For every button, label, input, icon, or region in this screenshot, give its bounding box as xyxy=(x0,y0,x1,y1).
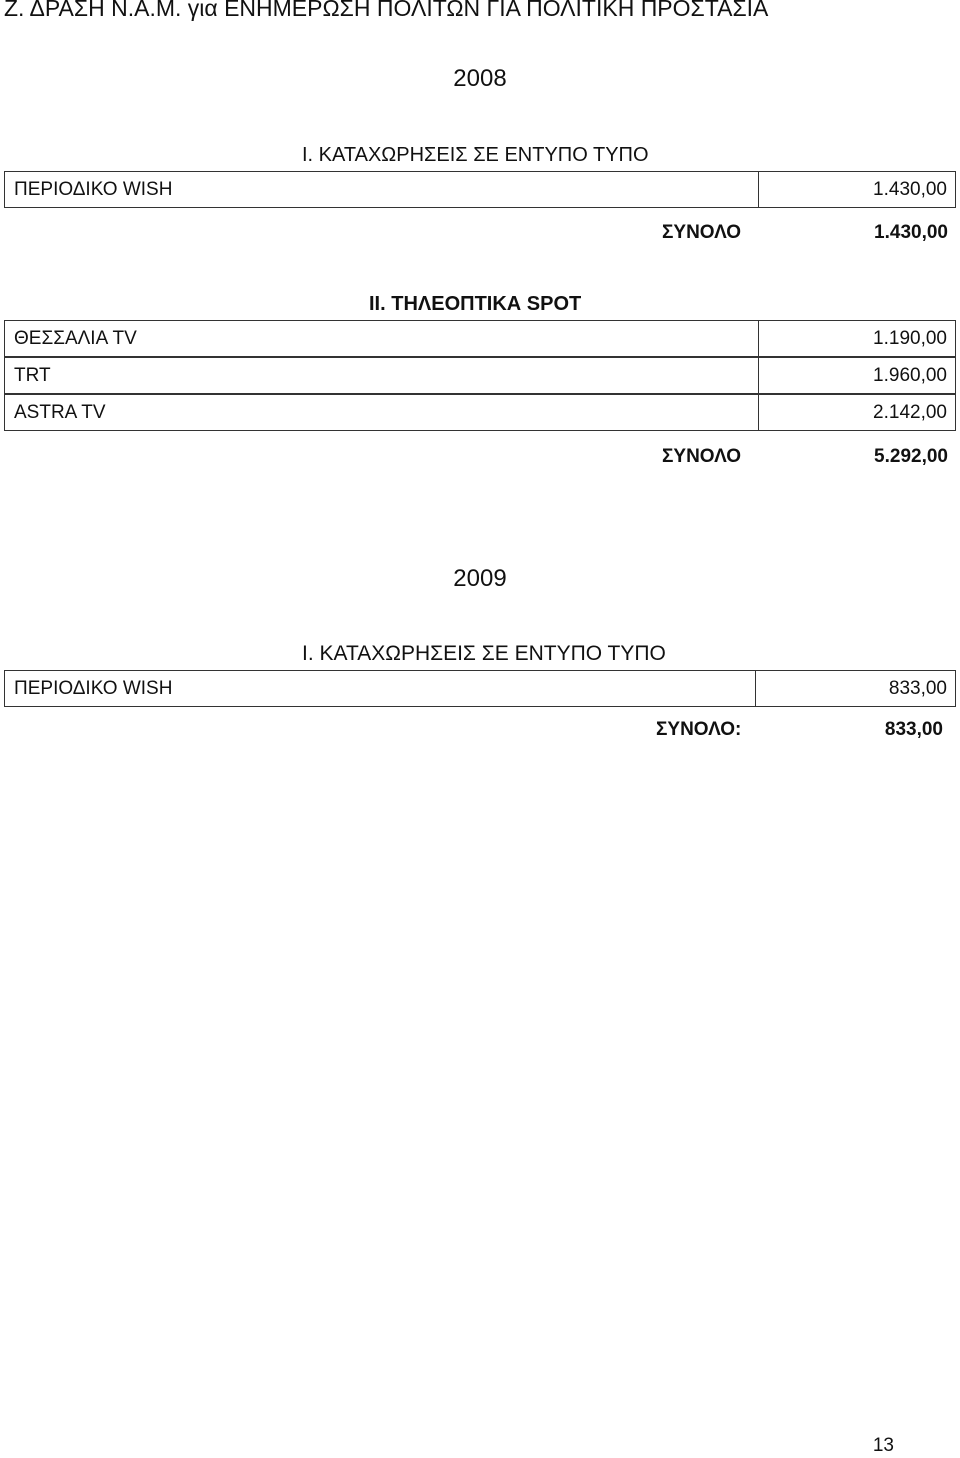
year-2009-heading: 2009 xyxy=(453,565,507,592)
column-divider xyxy=(758,358,759,393)
column-divider xyxy=(758,172,759,207)
section-print-2008-total-label: ΣΥΝΟΛΟ xyxy=(662,222,742,243)
row-amount: 2.142,00 xyxy=(873,402,947,423)
row-label: ΠΕΡΙΟΔΙΚΟ WISH xyxy=(14,179,173,200)
year-2008-heading: 2008 xyxy=(453,65,507,92)
section-print-2009-title: Ι. ΚΑΤΑΧΩΡΗΣΕΙΣ ΣΕ ΕΝΤΥΠΟ ΤΥΠΟ xyxy=(302,642,666,665)
section-print-2008-title: Ι. ΚΑΤΑΧΩΡΗΣΕΙΣ ΣΕ ΕΝΤΥΠΟ ΤΥΠΟ xyxy=(302,144,649,166)
table-row xyxy=(4,670,956,707)
section-tv-2008-title: ΙΙ. ΤΗΛΕΟΠΤΙΚΑ SPOT xyxy=(369,293,582,315)
table-row xyxy=(4,320,956,357)
row-amount: 1.190,00 xyxy=(873,328,947,349)
row-label: ASTRA TV xyxy=(14,402,106,423)
section-print-2009-total-value: 833,00 xyxy=(884,719,943,740)
row-label: ΘΕΣΣΑΛΙΑ TV xyxy=(14,328,137,349)
column-divider xyxy=(758,321,759,356)
table-row xyxy=(4,394,956,431)
row-amount: 1.960,00 xyxy=(873,365,947,386)
row-label: TRT xyxy=(14,365,51,386)
row-label: ΠΕΡΙΟΔΙΚΟ WISH xyxy=(14,678,173,699)
section-tv-2008-total-label: ΣΥΝΟΛΟ xyxy=(662,446,742,467)
column-divider xyxy=(758,395,759,430)
table-row xyxy=(4,357,956,394)
row-amount: 833,00 xyxy=(888,678,947,699)
section-print-2008-total-value: 1.430,00 xyxy=(874,222,948,243)
section-tv-2008-total-value: 5.292,00 xyxy=(874,446,948,467)
row-amount: 1.430,00 xyxy=(873,179,947,200)
page-number: 13 xyxy=(872,1435,894,1456)
page-heading: Ζ. ΔΡΑΣΗ Ν.Α.Μ. για ΕΝΗΜΕΡΩΣΗ ΠΟΛΙΤΩΝ ΓΙΑ ΠΟΛΙΤΙΚΗ ΠΡΟΣΤΑΣΙΑ xyxy=(4,0,769,21)
column-divider xyxy=(755,671,756,706)
table-row xyxy=(4,171,956,208)
section-print-2009-total-label: ΣΥΝΟΛΟ: xyxy=(656,719,742,740)
